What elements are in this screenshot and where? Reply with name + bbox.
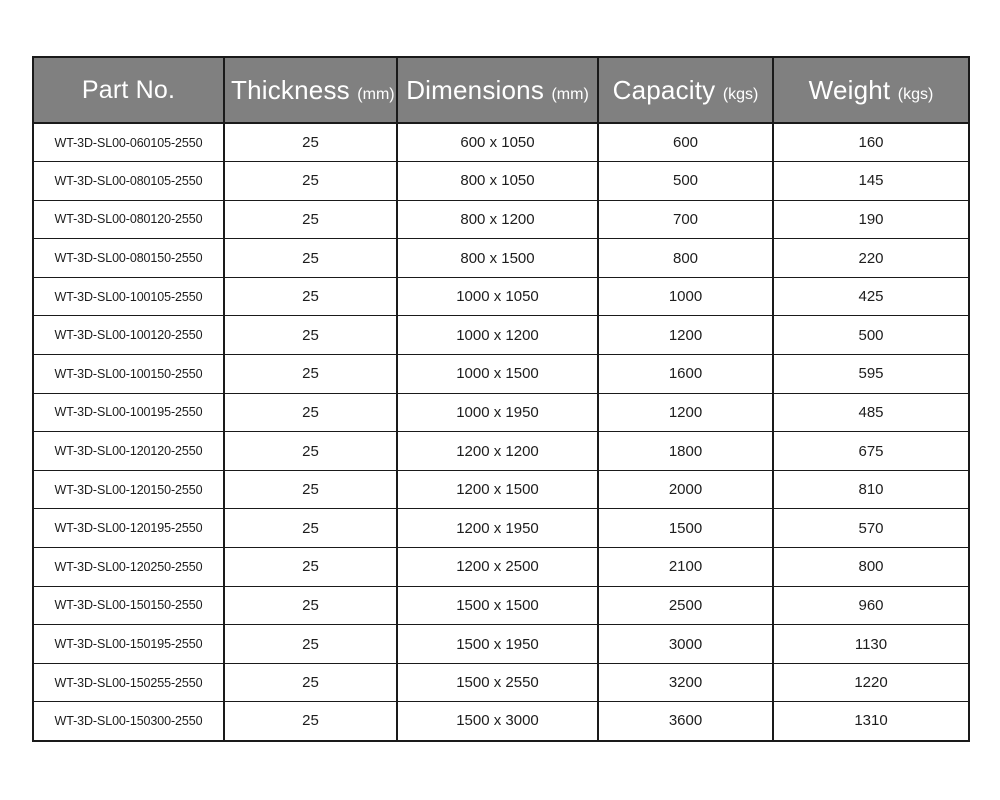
- table-row: [33, 548, 969, 587]
- cell-capacity: 500: [598, 162, 773, 201]
- cell-part-no: WT-3D-SL00-120150-2550: [33, 470, 224, 509]
- cell-dimensions: 1000 x 1050: [397, 277, 598, 316]
- cell-thickness: 25: [224, 162, 397, 201]
- cell-weight: 1310: [854, 712, 888, 730]
- cell-thickness: 25: [224, 702, 397, 741]
- cell-dimensions: 1200 x 1500: [397, 470, 598, 509]
- cell-thickness: 25: [224, 509, 397, 548]
- cell-part-no: WT-3D-SL00-060105-2550: [33, 123, 224, 162]
- column-header-dimensions-unit: (mm): [551, 85, 589, 103]
- cell-thickness: 25: [224, 393, 397, 432]
- column-header-dimensions-label: Dimensions: [406, 74, 545, 105]
- table-row: [33, 355, 969, 394]
- cell-part-no: WT-3D-SL00-100195-2550: [33, 393, 224, 432]
- cell-dimensions: 1500 x 3000: [397, 702, 598, 741]
- cell-thickness: 25: [224, 432, 397, 471]
- spec-table-container: [32, 56, 968, 742]
- cell-weight: 220: [773, 239, 969, 278]
- cell-dimensions: 1500 x 2550: [397, 663, 598, 702]
- cell-capacity: 1200: [598, 316, 773, 355]
- cell-weight: 800: [773, 548, 969, 587]
- cell-capacity: 3000: [598, 625, 773, 664]
- cell-part-no: WT-3D-SL00-100150-2550: [33, 355, 224, 394]
- cell-thickness: 25: [224, 277, 397, 316]
- column-header-dimensions: [397, 57, 598, 123]
- cell-thickness: 25: [224, 355, 397, 394]
- table-row: [33, 123, 969, 162]
- column-header-thickness: [224, 57, 397, 123]
- cell-capacity: 1000: [598, 277, 773, 316]
- cell-thickness: 25: [224, 548, 397, 587]
- cell-part-no: WT-3D-SL00-150300-2550: [33, 702, 224, 741]
- table-row: [33, 393, 969, 432]
- cell-weight: 1130: [773, 625, 969, 664]
- table-header: [33, 57, 969, 123]
- column-header-part-no: [33, 57, 224, 123]
- cell-capacity: 1800: [598, 432, 773, 471]
- cell-part-no: WT-3D-SL00-150255-2550: [33, 663, 224, 702]
- cell-thickness: 25: [224, 123, 397, 162]
- table-header-row: [33, 57, 969, 123]
- cell-part-no: WT-3D-SL00-120250-2550: [33, 548, 224, 587]
- cell-part-no: WT-3D-SL00-150150-2550: [33, 586, 224, 625]
- cell-part-no: WT-3D-SL00-120195-2550: [33, 509, 224, 548]
- cell-thickness: 25: [224, 239, 397, 278]
- table-row: [33, 200, 969, 239]
- cell-capacity: 3200: [598, 663, 773, 702]
- table-row: [33, 277, 969, 316]
- cell-weight: 190: [773, 200, 969, 239]
- column-header-thickness-unit: (mm): [357, 85, 395, 103]
- table-row: [33, 432, 969, 471]
- cell-part-no: WT-3D-SL00-080150-2550: [33, 239, 224, 278]
- table-row: [33, 316, 969, 355]
- cell-weight: 810: [773, 470, 969, 509]
- table-row: [33, 162, 969, 201]
- cell-weight: 160: [773, 123, 969, 162]
- cell-capacity: 1200: [598, 393, 773, 432]
- table-row: [33, 239, 969, 278]
- cell-part-no: WT-3D-SL00-080120-2550: [33, 200, 224, 239]
- table-row: [33, 470, 969, 509]
- column-header-capacity-unit: (kgs): [722, 85, 759, 103]
- column-header-weight-unit: (kgs): [897, 85, 934, 103]
- cell-dimensions: 800 x 1200: [397, 200, 598, 239]
- cell-weight: 570: [773, 509, 969, 548]
- cell-dimensions: 1500 x 1950: [397, 625, 598, 664]
- cell-capacity: 700: [598, 200, 773, 239]
- cell-part-no: WT-3D-SL00-120120-2550: [33, 432, 224, 471]
- cell-weight: 500: [773, 316, 969, 355]
- cell-dimensions: 1500 x 1500: [397, 586, 598, 625]
- product-spec-table: [32, 56, 970, 742]
- cell-thickness: 25: [224, 470, 397, 509]
- cell-dimensions: 1000 x 1500: [397, 355, 598, 394]
- cell-weight: 960: [773, 586, 969, 625]
- cell-dimensions: 1200 x 1950: [397, 509, 598, 548]
- cell-capacity: 800: [598, 239, 773, 278]
- table-row: [33, 509, 969, 548]
- cell-weight: 675: [773, 432, 969, 471]
- cell-capacity: 1500: [598, 509, 773, 548]
- column-header-thickness-label: Thickness: [231, 74, 350, 105]
- column-header-capacity-label: Capacity: [612, 74, 716, 105]
- cell-capacity: 1600: [598, 355, 773, 394]
- cell-dimensions: 600 x 1050: [397, 123, 598, 162]
- cell-dimensions: 800 x 1050: [397, 162, 598, 201]
- table-row: [33, 625, 969, 664]
- cell-thickness: 25: [224, 316, 397, 355]
- cell-thickness: 25: [224, 625, 397, 664]
- cell-capacity: 600: [598, 123, 773, 162]
- table-body: [33, 123, 969, 741]
- cell-capacity: 3600: [598, 702, 773, 741]
- cell-dimensions: 1000 x 1950: [397, 393, 598, 432]
- cell-weight: 145: [773, 162, 969, 201]
- column-header-capacity: [598, 57, 773, 123]
- cell-part-no: WT-3D-SL00-150195-2550: [33, 625, 224, 664]
- cell-weight: 425: [773, 277, 969, 316]
- cell-part-no: WT-3D-SL00-100105-2550: [33, 277, 224, 316]
- cell-dimensions: 1000 x 1200: [397, 316, 598, 355]
- column-header-part-no-label: Part No.: [81, 75, 176, 104]
- cell-weight: 595: [773, 355, 969, 394]
- column-header-weight-label: Weight: [808, 74, 891, 105]
- cell-part-no: WT-3D-SL00-080105-2550: [33, 162, 224, 201]
- cell-capacity: 2000: [598, 470, 773, 509]
- cell-thickness: 25: [224, 200, 397, 239]
- cell-weight: 1220: [773, 663, 969, 702]
- column-header-weight: [773, 57, 969, 123]
- cell-thickness: 25: [224, 586, 397, 625]
- cell-dimensions: 1200 x 1200: [397, 432, 598, 471]
- cell-dimensions: 1200 x 2500: [397, 548, 598, 587]
- cell-thickness: 25: [224, 663, 397, 702]
- cell-capacity: 2100: [598, 548, 773, 587]
- table-row: [33, 586, 969, 625]
- table-row: [33, 663, 969, 702]
- cell-weight: 485: [773, 393, 969, 432]
- cell-dimensions: 800 x 1500: [397, 239, 598, 278]
- table-row: [33, 702, 969, 741]
- cell-capacity: 2500: [598, 586, 773, 625]
- cell-part-no: WT-3D-SL00-100120-2550: [33, 316, 224, 355]
